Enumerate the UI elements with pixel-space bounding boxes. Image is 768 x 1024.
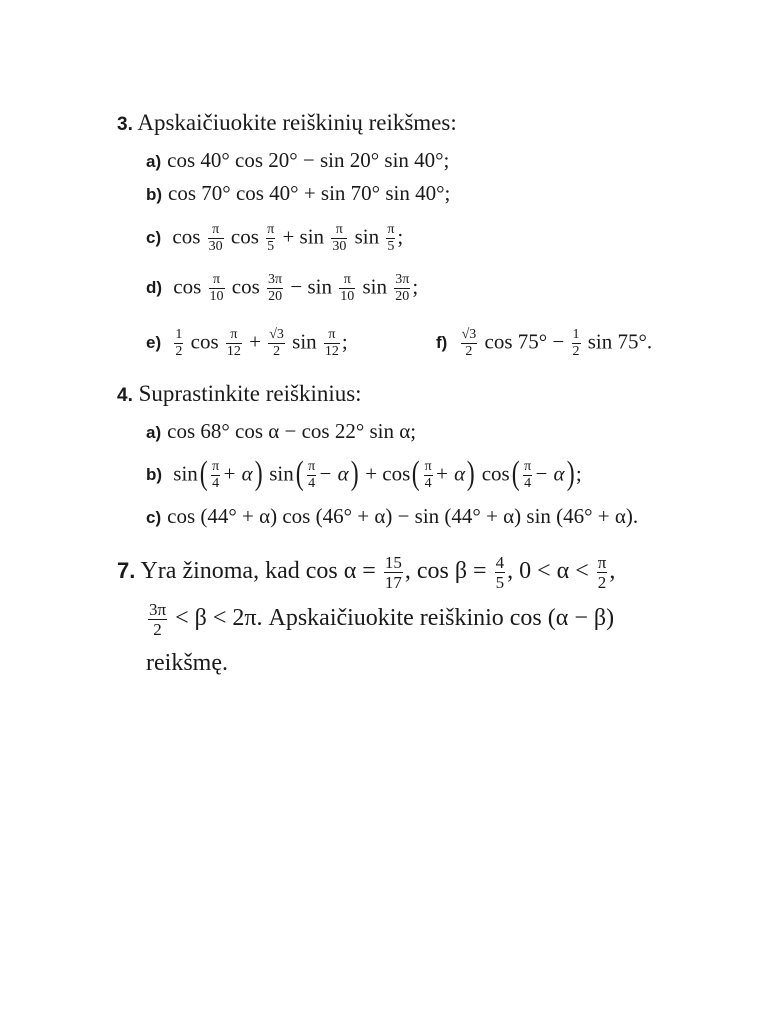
item-3d xyxy=(146,272,418,305)
end-mark: ; xyxy=(397,224,404,249)
plus-sign: + xyxy=(282,224,295,249)
fraction: $\frac{\pi}{4}$ xyxy=(308,459,316,491)
item-3f xyxy=(436,327,652,360)
fraction: $\frac{√3}{2}$ xyxy=(461,327,477,359)
sin-text: sin xyxy=(307,274,332,299)
item-label: e) xyxy=(146,333,162,353)
item-label: a) xyxy=(146,152,162,171)
fraction: $\frac{\pi}{10}$ xyxy=(340,272,355,304)
item-4c xyxy=(146,503,638,531)
cos-text: cos xyxy=(172,224,201,249)
sin-text: sin xyxy=(292,329,317,354)
item-label: c) xyxy=(146,228,162,248)
item-3e xyxy=(146,327,348,360)
task-text: , xyxy=(609,558,616,585)
term: + α xyxy=(434,461,466,486)
task-3-heading xyxy=(117,110,457,138)
sin-text: sin xyxy=(362,274,387,299)
item-3c xyxy=(146,222,403,255)
item-4a xyxy=(146,418,416,446)
task-4-heading xyxy=(117,381,362,409)
item-label: a) xyxy=(146,423,162,442)
item-3a xyxy=(146,147,449,175)
task-number: 3. xyxy=(117,114,133,135)
end-mark: ; xyxy=(412,274,419,299)
item-label: b) xyxy=(146,185,163,204)
sin-text: sin 75°. xyxy=(587,329,653,354)
expression: cos 68° cos α − cos 22° sin α; xyxy=(167,419,417,443)
task-7-line-1 xyxy=(117,553,615,592)
task-7-line-3 xyxy=(146,648,228,678)
sin-text: sin xyxy=(354,224,380,249)
fraction: $\frac{3\pi}{20}$ xyxy=(395,272,410,304)
end-mark: ; xyxy=(575,461,582,486)
fraction: $\frac{3\pi}{2}$ xyxy=(149,600,167,639)
expression: cos (44° + α) cos (46° + α) − sin (44° + α) sin (46° + α). xyxy=(167,504,639,528)
sin-text: sin xyxy=(269,461,294,486)
term: − α xyxy=(318,461,349,486)
cos-text: cos xyxy=(481,461,510,486)
fraction: $\frac{\pi}{5}$ xyxy=(267,222,275,254)
end-mark: ; xyxy=(341,329,348,354)
sin-text: sin xyxy=(173,461,198,486)
task-number: 4. xyxy=(117,385,133,406)
task-text: reikšmę. xyxy=(146,650,228,676)
task-text: < β < 2π. Apskaičiuokite reiškinio cos (α − β) xyxy=(175,605,615,632)
cos-text: cos xyxy=(173,274,202,299)
fraction: $\frac{\pi}{12}$ xyxy=(226,327,241,359)
minus-sign: − xyxy=(290,274,303,299)
expression: cos 70° cos 40° + sin 70° sin 40°; xyxy=(168,181,451,205)
task-number: 7. xyxy=(117,558,136,584)
term: + α xyxy=(222,461,253,486)
cos-text: cos xyxy=(230,224,259,249)
fraction: $\frac{\pi}{4}$ xyxy=(212,459,220,491)
item-label: b) xyxy=(146,465,163,485)
plus-sign: + xyxy=(249,329,261,354)
task-text: , cos β = xyxy=(404,558,487,585)
cos-text: cos 75° − xyxy=(484,329,565,354)
task-text: , 0 < α < xyxy=(507,558,589,585)
item-label: f) xyxy=(436,333,448,353)
fraction: $\frac{\pi}{4}$ xyxy=(524,459,532,491)
item-4b: b) sin( $\frac{\pi}{4}$ + α) sin( $\frac{\pi}{4}$ − α) + cos( $\frac{\pi}{4}$ + α) cos( $\frac{\pi}{4}$ − α); xyxy=(146,454,582,492)
cos-text: cos xyxy=(190,329,219,354)
expression: cos 40° cos 20° − sin 20° sin 40°; xyxy=(167,148,450,172)
task-text: Suprastinkite reiškinius: xyxy=(138,381,362,406)
task-7-line-2 xyxy=(146,600,614,639)
task-text: Yra žinoma, kad cos α = xyxy=(140,558,376,585)
fraction: $\frac{√3}{2}$ xyxy=(269,327,284,359)
fraction: $\frac{\pi}{30}$ xyxy=(208,222,223,254)
plus-sign: + xyxy=(365,461,378,486)
fraction: $\frac{\pi}{30}$ xyxy=(332,222,347,254)
item-3b xyxy=(146,180,450,208)
fraction: $\frac{\pi}{12}$ xyxy=(324,327,339,359)
task-text: Apskaičiuokite reiškinių reikšmes: xyxy=(137,110,457,135)
fraction: $\frac{3\pi}{20}$ xyxy=(268,272,283,304)
fraction: $\frac{15}{17}$ xyxy=(384,553,402,592)
item-label: c) xyxy=(146,508,162,527)
fraction: $\frac{\pi}{4}$ xyxy=(424,459,432,491)
cos-text: cos xyxy=(382,461,411,486)
fraction: $\frac{1}{2}$ xyxy=(175,327,183,359)
fraction: $\frac{\pi}{2}$ xyxy=(597,553,607,592)
fraction: $\frac{1}{2}$ xyxy=(572,327,580,359)
fraction: $\frac{\pi}{10}$ xyxy=(209,272,224,304)
sin-text: sin xyxy=(299,224,325,249)
fraction: $\frac{\pi}{5}$ xyxy=(387,222,395,254)
cos-text: cos xyxy=(231,274,260,299)
item-label: d) xyxy=(146,278,163,298)
term: − α xyxy=(534,461,565,486)
fraction: $\frac{4}{5}$ xyxy=(495,553,505,592)
